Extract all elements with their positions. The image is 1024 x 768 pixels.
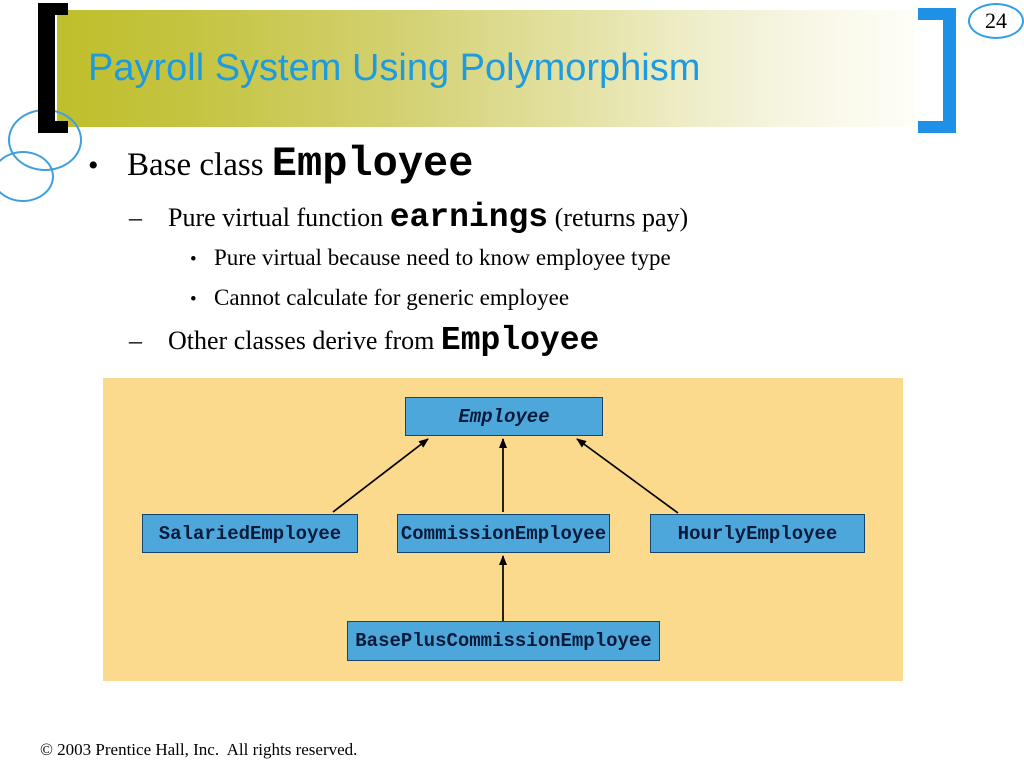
page-number-badge: [968, 3, 1024, 39]
arrow-salaried-to-employee: [333, 439, 428, 512]
title-bar: [57, 10, 915, 127]
code-term-employee: Employee: [440, 322, 600, 359]
bullet-text: Other classes derive from: [168, 326, 441, 355]
class-hierarchy-diagram: [103, 378, 903, 681]
bullet-marker-icon: •: [190, 249, 197, 270]
page-title: Payroll System Using Polymorphism: [88, 47, 701, 89]
bullet-level2-other-classes: [129, 322, 599, 359]
bullet-text: Base class: [127, 147, 272, 183]
bullet-text: Pure virtual function: [168, 203, 390, 232]
code-term-earnings: earnings: [389, 199, 549, 236]
right-bracket-decoration: [918, 8, 956, 133]
class-node-employee: [405, 397, 603, 436]
class-node-label: SalariedEmployee: [158, 522, 342, 545]
dash-marker-icon: –: [129, 326, 142, 355]
page-number-text: 24: [985, 8, 1007, 33]
class-node-label: HourlyEmployee: [677, 522, 838, 545]
code-term-employee: Employee: [271, 140, 474, 188]
dash-marker-icon: –: [129, 203, 142, 232]
footer-copyright: © 2003 Prentice Hall, Inc. All rights reserved.: [40, 740, 358, 759]
class-node-salaried-employee: [142, 514, 358, 553]
arrow-hourly-to-employee: [577, 439, 678, 513]
decorative-circle-small: [0, 151, 54, 202]
class-node-hourly-employee: [650, 514, 865, 553]
left-bracket-decoration: [38, 3, 68, 133]
class-node-baseplus-commission-employee: [347, 621, 660, 661]
class-node-label: Employee: [458, 405, 550, 428]
bullet-level1-base-class: [88, 140, 473, 188]
class-node-commission-employee: [397, 514, 610, 553]
class-node-label: CommissionEmployee: [400, 522, 607, 545]
bullet-marker-icon: •: [190, 289, 197, 310]
bullet-text: Pure virtual because need to know employee type: [214, 245, 671, 270]
bullet-text-suffix: (returns pay): [548, 203, 689, 232]
bullet-level3-pure-virtual-reason: [190, 245, 671, 271]
bullet-text: Cannot calculate for generic employee: [214, 285, 570, 310]
bullet-marker-icon: •: [88, 149, 99, 182]
class-node-label: BasePlusCommissionEmployee: [355, 630, 652, 652]
bullet-level2-pure-virtual: [129, 199, 688, 236]
bullet-level3-cannot-calculate: [190, 285, 569, 311]
